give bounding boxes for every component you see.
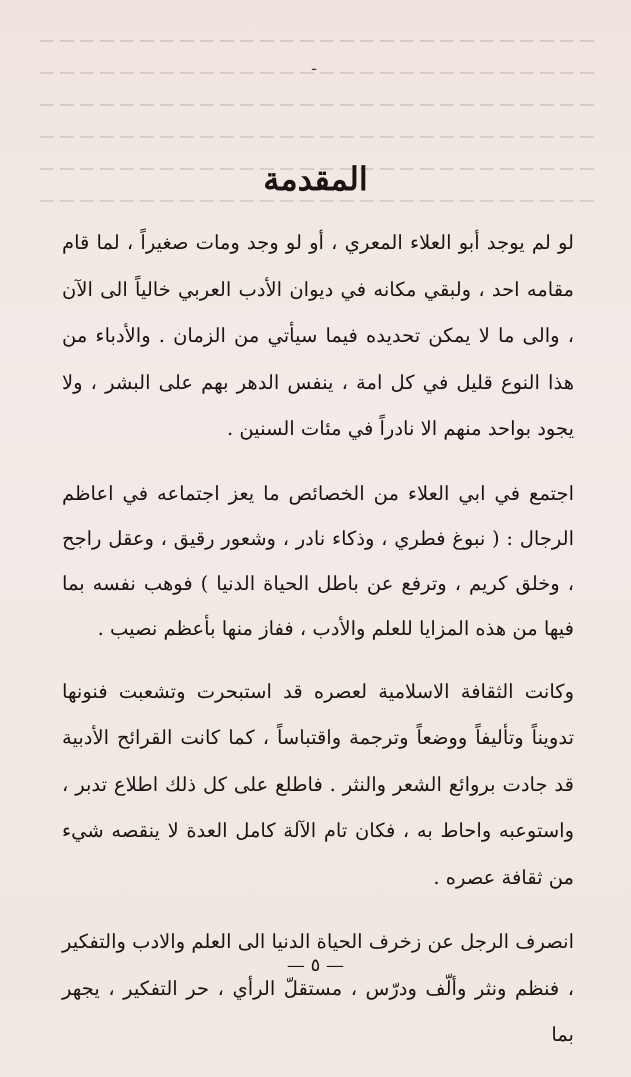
paragraph-4: انصرف الرجل عن زخرف الحياة الدنيا الى العلم والادب والتفكير ، فنظم ونثر وألّف ودرّس ، مستقلّ الرأي ، حر التفكير ، يجهر بما <box>62 930 574 1046</box>
header-mark: ـ <box>312 58 317 74</box>
page-title: المقدمة <box>263 160 368 198</box>
body-text <box>62 220 574 1077</box>
paragraph-2: اجتمع في ابي العلاء من الخصائص ما يعز اجتماعه في اعاظم الرجال : ( نبوغ فطري ، وذكاء نادر ، وشعور رقيق ، وعقل راجح ، وخلق كريم ، وترفع عن باطل الحياة الدنيا ) فوهب نفسه بما فيها من هذه المزايا للعلم والأدب ، ففاز منها بأعظم نصيب . <box>62 481 574 640</box>
paragraph-3: وكانت الثقافة الاسلامية لعصره قد استبحرت وتشعبت فنونها تدويناً وتأليفاً ووضعاً وترجمة واقتباساً ، كما كانت القرائح الأدبية قد جادت بروائع الشعر والنثر . فاطلع على كل ذلك اطلاع تدبر ، واستوعبه واحاط به ، فكان تام الآلة كامل العدة لا ينقصه شيء من ثقافة عصره . <box>62 679 574 889</box>
paragraph-1: لو لم يوجد أبو العلاء المعري ، أو لو وجد ومات صغيراً ، لما قام مقامه احد ، ولبقي مكانه في ديوان الأدب العربي خالياً الى الآن ، والى ما لا يمكن تحديده فيما سيأتي من الزمان . والأدباء من هذا النوع قليل في كل امة ، ينفس الدهر بهم على البشر ، ولا يجود بواحد منهم الا نادراً في مئات السنين . <box>62 231 574 440</box>
page-number: — ٥ — <box>286 955 345 976</box>
